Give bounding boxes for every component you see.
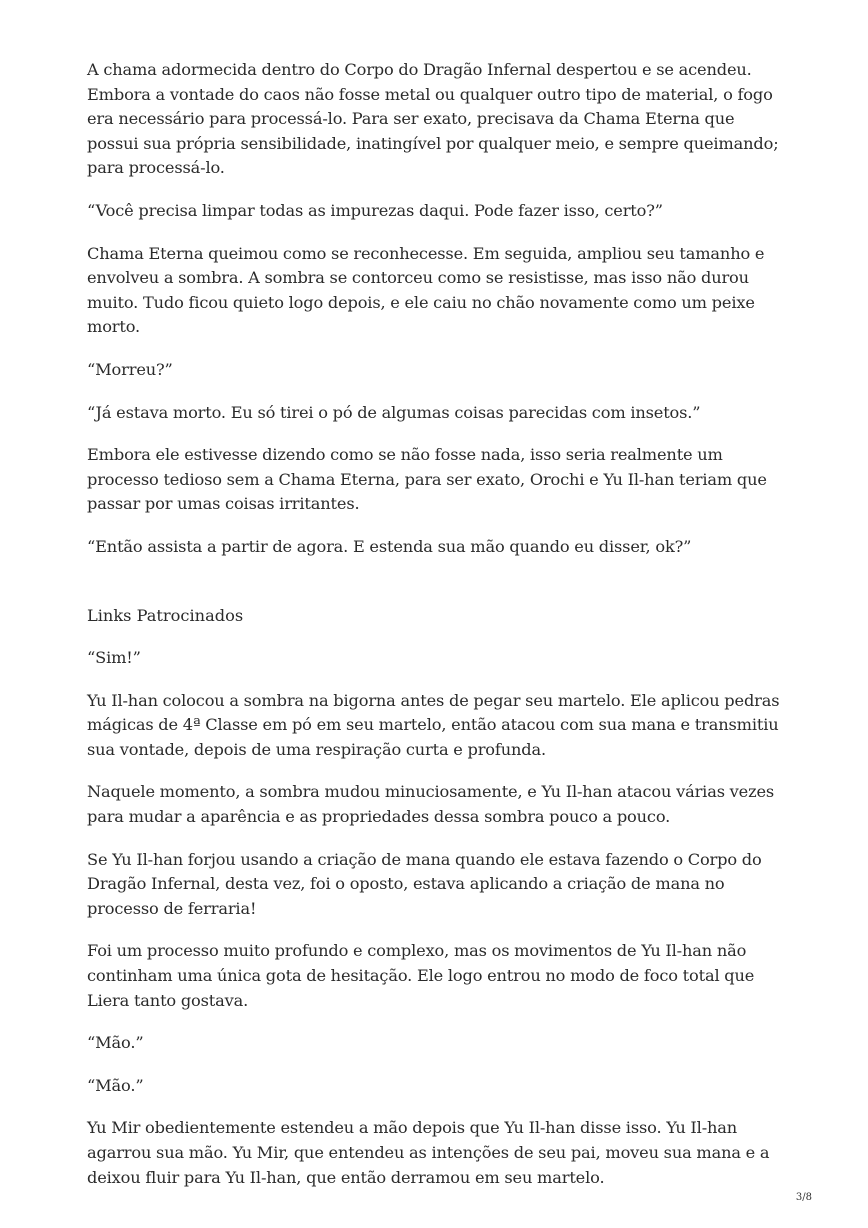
paragraph: Embora ele estivesse dizendo como se não fosse nada, isso seria realmente um processo tedioso sem a Chama Eterna, para ser exato, Orochi e Yu Il-han teriam que passar por umas coisas irritantes. <box>87 445 767 514</box>
paragraph: “Mão.” <box>87 1033 144 1053</box>
paragraph: “Morreu?” <box>87 359 173 379</box>
paragraph: Chama Eterna queimou como se reconhecesse. Em seguida, ampliou seu tamanho e envolveu a sombra. A sombra se contorceu como se resistisse, mas isso não durou muito. Tudo ficou quieto logo depois, e ele caiu no chão novamente como um peixe morto. <box>87 243 765 337</box>
page-number: 3/8 <box>795 1192 812 1203</box>
paragraph: Yu Il-han colocou a sombra na bigorna antes de pegar seu martelo. Ele aplicou pedras mágicas de 4ª Classe em pó em seu martelo, então atacou com sua mana e transmitiu sua vontade, depois de uma respiração curta e profunda. <box>87 690 780 759</box>
paragraph: “Você precisa limpar todas as impurezas daqui. Pode fazer isso, certo?” <box>87 200 663 220</box>
paragraph: Se Yu Il-han forjou usando a criação de mana quando ele estava fazendo o Corpo do Dragão Infernal, desta vez, foi o oposto, estava aplicando a criação de mana no processo de ferraria! <box>87 849 762 918</box>
paragraph: Naquele momento, a sombra mudou minuciosamente, e Yu Il-han atacou várias vezes para mudar a aparência e as propriedades dessa sombra pouco a pouco. <box>87 782 775 827</box>
document-page <box>87 58 787 1208</box>
paragraph: Foi um processo muito profundo e complexo, mas os movimentos de Yu Il-han não continham uma única gota de hesitação. Ele logo entrou no modo de foco total que Liera tanto gostava. <box>87 941 755 1010</box>
paragraph: “Mão.” <box>87 1075 144 1095</box>
sponsored-links-label: Links Patrocinados <box>87 605 244 625</box>
paragraph: “Então assista a partir de agora. E estenda sua mão quando eu disser, ok?” <box>87 536 692 556</box>
paragraph: “Sim!” <box>87 648 141 668</box>
paragraph: Yu Mir obedientemente estendeu a mão depois que Yu Il-han disse isso. Yu Il-han agarrou sua mão. Yu Mir, que entendeu as intenções de seu pai, moveu sua mana e a deixou fluir para Yu Il-han, que então derramou em seu martelo. <box>87 1118 770 1187</box>
paragraph: A chama adormecida dentro do Corpo do Dragão Infernal despertou e se acendeu. Embora a vontade do caos não fosse metal ou qualquer outro tipo de material, o fogo era necessário para processá-lo. Para ser exato, precisava da Chama Eterna que possui sua própria sensibilidade, inatingível por qualquer meio, e sempre queimando; para processá-lo. <box>87 60 779 178</box>
paragraph: “Já estava morto. Eu só tirei o pó de algumas coisas parecidas com insetos.” <box>87 402 701 422</box>
